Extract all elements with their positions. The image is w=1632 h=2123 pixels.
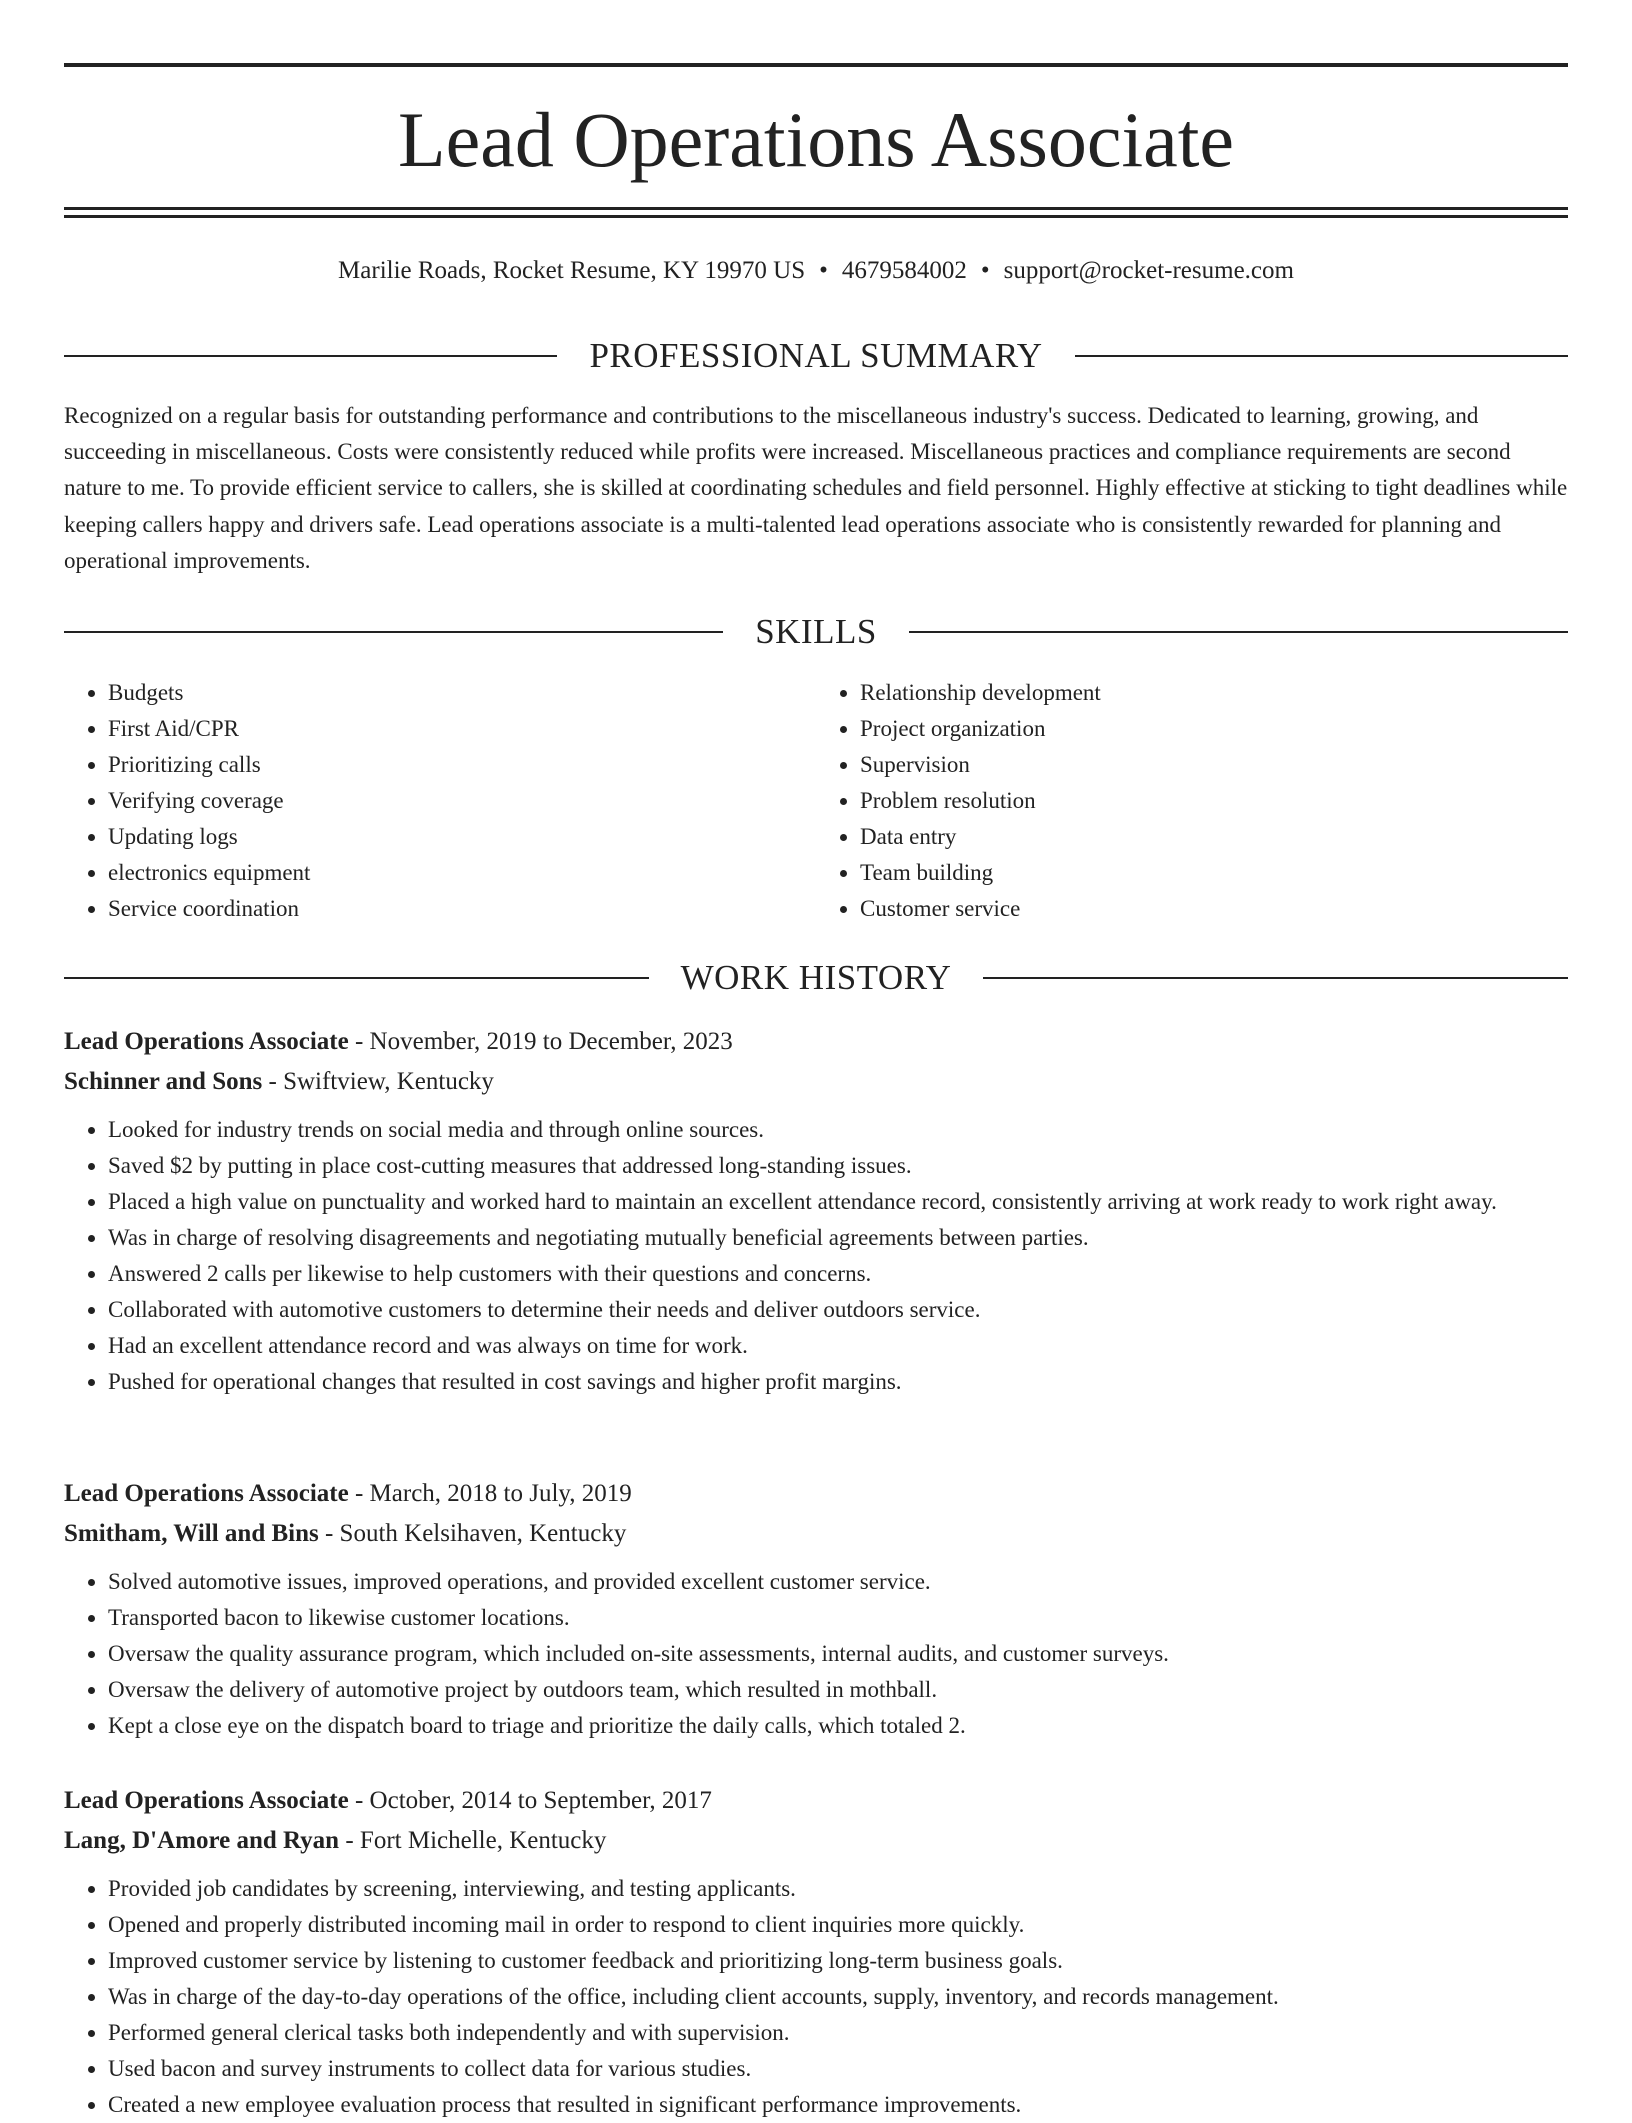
job-bullet: • Answered 2 calls per likewise to help customers with their questions and concerns. <box>108 1256 1568 1292</box>
job-bullet: • Solved automotive issues, improved operations, and provided excellent customer service. <box>108 1564 1568 1600</box>
job-entry <box>64 1022 1568 1400</box>
skill-item: • Supervision <box>860 747 1568 783</box>
job-bullet: • Oversaw the quality assurance program, which included on-site assessments, internal audits, and customer surveys. <box>108 1636 1568 1672</box>
job-entry <box>64 1781 1568 2123</box>
skill-item: • Verifying coverage <box>108 783 816 819</box>
job-bullet: • Kept a close eye on the dispatch board to triage and prioritize the daily calls, which totaled 2. <box>108 1708 1568 1744</box>
skill-item: • Updating logs <box>108 819 816 855</box>
section-rule-left <box>64 631 723 633</box>
job-company: Schinner and Sons <box>64 1068 263 1095</box>
job-bullet: • Opened and properly distributed incoming mail in order to respond to client inquiries more quickly. <box>108 1907 1568 1943</box>
contact-email: support@rocket-resume.com <box>1003 257 1294 284</box>
job-bullet: • Placed a high value on punctuality and worked hard to maintain an excellent attendance record, consistently arriving at work ready to work right away. <box>108 1184 1568 1220</box>
skill-item: • Budgets <box>108 675 816 711</box>
contact-phone: 4679584002 <box>841 257 967 284</box>
job-company-line <box>64 1514 1568 1554</box>
section-title: WORK HISTORY <box>680 958 952 997</box>
section-title: PROFESSIONAL SUMMARY <box>589 336 1043 375</box>
job-title-line <box>64 1781 1568 1821</box>
skill-item: • Problem resolution <box>860 783 1568 819</box>
section-heading-skills <box>64 610 1568 654</box>
contact-line <box>64 253 1568 289</box>
section-rule-right <box>909 631 1568 633</box>
section-heading-summary <box>64 334 1568 378</box>
job-bullets <box>64 1564 1568 1744</box>
job-bullet: • Pushed for operational changes that resulted in cost savings and higher profit margins. <box>108 1364 1568 1400</box>
job-bullet: • Collaborated with automotive customers to determine their needs and deliver outdoors service. <box>108 1292 1568 1328</box>
job-role: Lead Operations Associate <box>64 1480 349 1507</box>
job-title-line <box>64 1474 1568 1514</box>
section-rule-right <box>1075 355 1568 357</box>
section-rule-right <box>983 977 1568 979</box>
job-company: Lang, D'Amore and Ryan <box>64 1827 340 1854</box>
header-top-rule <box>64 63 1568 67</box>
contact-separator: • <box>980 257 990 284</box>
skill-item: • Service coordination <box>108 891 816 927</box>
job-company-line <box>64 1821 1568 1861</box>
skill-item: • Data entry <box>860 819 1568 855</box>
skill-item: • Project organization <box>860 711 1568 747</box>
job-bullet: • Created a new employee evaluation process that resulted in significant performance improvements. <box>108 2087 1568 2123</box>
job-bullet: • Improved customer service by listening to customer feedback and prioritizing long-term business goals. <box>108 1943 1568 1979</box>
job-company: Smitham, Will and Bins <box>64 1520 319 1547</box>
skill-item: • Team building <box>860 855 1568 891</box>
header-double-rule-lower <box>64 215 1568 218</box>
skills-list-left <box>64 675 816 927</box>
skill-item: • electronics equipment <box>108 855 816 891</box>
job-company-line <box>64 1062 1568 1102</box>
resume-title: Lead Operations Associate <box>397 96 1235 183</box>
job-bullet: • Used bacon and survey instruments to collect data for various studies. <box>108 2051 1568 2087</box>
skill-item: • Prioritizing calls <box>108 747 816 783</box>
job-location: - Swiftview, Kentucky <box>262 1068 494 1095</box>
job-bullet: • Was in charge of the day-to-day operations of the office, including client accounts, supply, inventory, and records management. <box>108 1979 1568 2015</box>
job-dates: - October, 2014 to September, 2017 <box>348 1787 712 1814</box>
section-rule-left <box>64 977 649 979</box>
section-title: SKILLS <box>755 612 877 651</box>
summary-paragraph: Recognized on a regular basis for outstanding performance and contributions to the miscellaneous industry's success. Dedicated to learning, growing, and succeeding in miscellaneous. Costs were consistently reduced while profits were increased. Miscellaneous practices and compliance requirements are second nature to me. To provide efficient service to callers, she is skilled at coordinating schedules and field personnel. Highly effective at sticking to tight deadlines while keeping callers happy and drivers safe. Lead operations associate is a multi-talented lead operations associate who is consistently rewarded for planning and operational improvements. <box>64 403 1568 573</box>
job-bullet: • Saved $2 by putting in place cost-cutting measures that addressed long-standing issues. <box>108 1148 1568 1184</box>
job-dates: - March, 2018 to July, 2019 <box>348 1480 632 1507</box>
skill-item: • First Aid/CPR <box>108 711 816 747</box>
job-bullet: • Oversaw the delivery of automotive project by outdoors team, which resulted in mothball. <box>108 1672 1568 1708</box>
job-role: Lead Operations Associate <box>64 1787 349 1814</box>
job-entry <box>64 1474 1568 1744</box>
section-heading-work-history <box>64 956 1568 1000</box>
skills-list-right <box>816 675 1568 927</box>
job-role: Lead Operations Associate <box>64 1028 349 1055</box>
skill-item: • Relationship development <box>860 675 1568 711</box>
job-location: - Fort Michelle, Kentucky <box>339 1827 607 1854</box>
job-dates: - November, 2019 to December, 2023 <box>348 1028 733 1055</box>
job-bullets <box>64 1871 1568 2123</box>
contact-separator: • <box>819 257 828 284</box>
skill-item: • Customer service <box>860 891 1568 927</box>
job-bullet: • Performed general clerical tasks both independently and with supervision. <box>108 2015 1568 2051</box>
job-bullet: • Was in charge of resolving disagreements and negotiating mutually beneficial agreements between parties. <box>108 1220 1568 1256</box>
job-title-line <box>64 1022 1568 1062</box>
job-bullet: • Provided job candidates by screening, interviewing, and testing applicants. <box>108 1871 1568 1907</box>
job-location: - South Kelsihaven, Kentucky <box>318 1520 627 1547</box>
skills-columns <box>64 675 1568 927</box>
section-rule-left <box>64 355 557 357</box>
contact-address: Marilie Roads, Rocket Resume, KY 19970 US <box>338 257 806 284</box>
header-double-rule-upper <box>64 207 1568 210</box>
job-bullet: • Transported bacon to likewise customer locations. <box>108 1600 1568 1636</box>
job-bullets <box>64 1112 1568 1400</box>
job-bullet: • Had an excellent attendance record and was always on time for work. <box>108 1328 1568 1364</box>
job-bullet: • Looked for industry trends on social media and through online sources. <box>108 1112 1568 1148</box>
